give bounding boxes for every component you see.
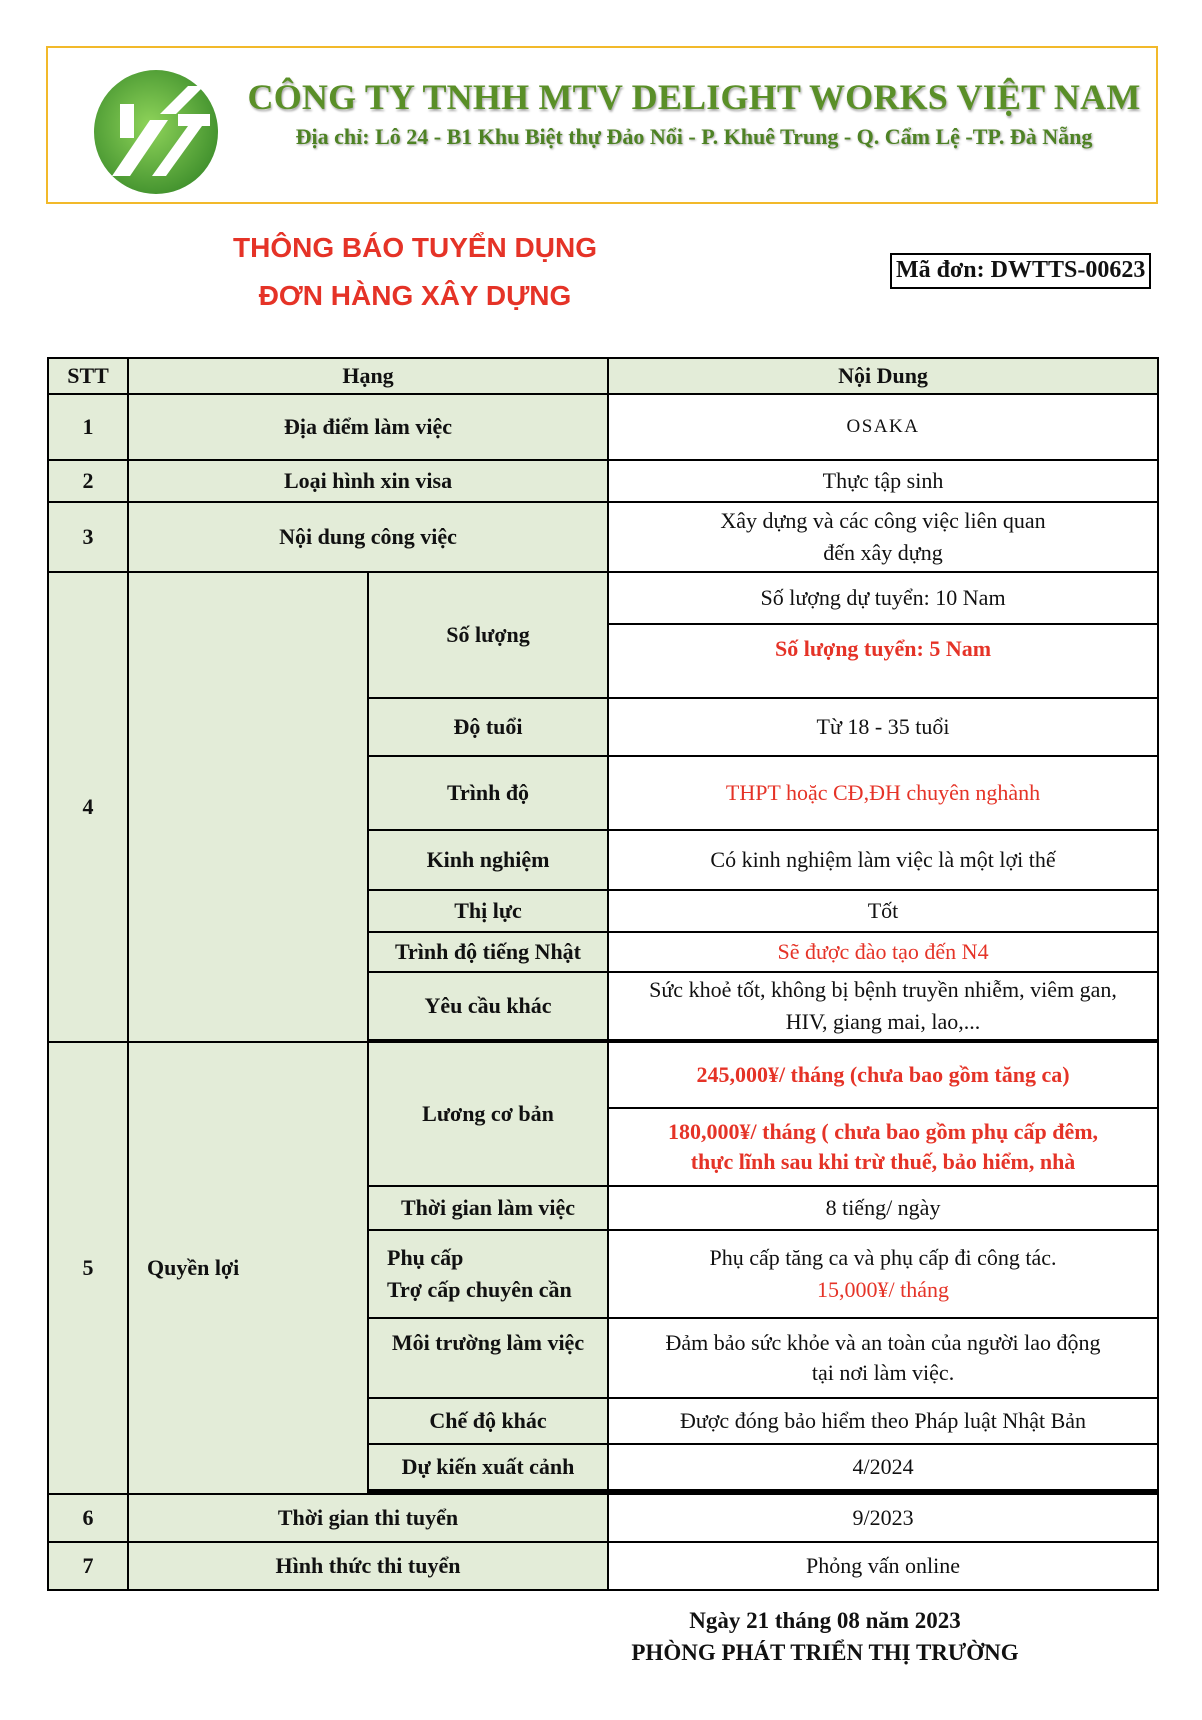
sub-value: 245,000¥/ tháng (chưa bao gồm tăng ca): [608, 1042, 1158, 1108]
sub-value: 4/2024: [608, 1444, 1158, 1490]
signature-date: Ngày 21 tháng 08 năm 2023: [689, 1608, 961, 1633]
sub-label: Độ tuổi: [368, 698, 608, 756]
row-number: 1: [48, 394, 128, 460]
notice-title: THÔNG BÁO TUYỂN DỤNG: [233, 232, 597, 263]
table-header-row: [48, 358, 1158, 394]
header-stt: STT: [48, 358, 128, 394]
company-address: Địa chỉ: Lô 24 - B1 Khu Biệt thự Đảo Nổi - P. Khuê Trung - Q. Cẩm Lệ -TP. Đà Nẵng: [295, 124, 1093, 149]
value-line: Đảm bảo sức khỏe và an toàn của người lao động: [665, 1330, 1101, 1355]
sub-label: Thời gian làm việc: [368, 1186, 608, 1230]
sub-value: THPT hoặc CĐ,ĐH chuyên nghành: [608, 756, 1158, 830]
row-label: Địa điểm làm việc: [128, 394, 608, 460]
sub-value: [608, 1318, 1158, 1398]
row-value: Thực tập sinh: [608, 460, 1158, 502]
sub-value: Được đóng bảo hiểm theo Pháp luật Nhật Bản: [608, 1398, 1158, 1444]
row-label: Nội dung công việc: [128, 502, 608, 572]
row-number: 5: [48, 1042, 128, 1494]
row-number: 7: [48, 1542, 128, 1590]
sub-label: Số lượng: [368, 572, 608, 698]
sub-value: [608, 1230, 1158, 1318]
sub-label: Dự kiến xuất cảnh: [368, 1444, 608, 1490]
value-line: Xây dựng và các công việc liên quan: [720, 508, 1046, 533]
company-name: CÔNG TY TNHH MTV DELIGHT WORKS VIỆT NAM: [247, 77, 1141, 117]
sub-label: Trình độ: [368, 756, 608, 830]
sub-label: [368, 1230, 608, 1318]
sub-label: Thị lực: [368, 890, 608, 932]
recruitment-table: [47, 357, 1159, 1591]
sub-label: Yêu cầu khác: [368, 972, 608, 1040]
value-line: 180,000¥/ tháng ( chưa bao gồm phụ cấp đêm,: [668, 1119, 1099, 1144]
value-line: thực lĩnh sau khi trừ thuế, bảo hiểm, nhà: [690, 1149, 1076, 1174]
table-row: [48, 1542, 1158, 1590]
row-group-label: [128, 572, 368, 1042]
value-line: đến xây dựng: [823, 540, 943, 565]
value-line: 15,000¥/ tháng: [817, 1277, 950, 1302]
sub-value: Tốt: [608, 890, 1158, 932]
sub-label: Môi trường làm việc: [368, 1318, 608, 1398]
table-row: [48, 1042, 1158, 1108]
row-number: 2: [48, 460, 128, 502]
value-line: tại nơi làm việc.: [811, 1360, 955, 1385]
sub-value: Có kinh nghiệm làm việc là một lợi thế: [608, 830, 1158, 890]
row-group-label: Quyền lợi: [128, 1042, 368, 1494]
sub-value: [608, 972, 1158, 1040]
value-line: Phụ cấp tăng ca và phụ cấp đi công tác.: [709, 1245, 1057, 1270]
value-line: Sức khoẻ tốt, không bị bệnh truyền nhiễm, viêm gan,: [649, 977, 1117, 1002]
table-row: [48, 572, 1158, 624]
sub-value: 8 tiếng/ ngày: [608, 1186, 1158, 1230]
row-number: 4: [48, 572, 128, 1042]
order-code: Mã đơn: DWTTS-00623: [890, 253, 1151, 289]
header-category: Hạng: [128, 358, 608, 394]
label-line: Phụ cấp: [387, 1245, 464, 1270]
row-number: 3: [48, 502, 128, 572]
table-row: [48, 502, 1158, 572]
row-value: Phỏng vấn online: [608, 1542, 1158, 1590]
row-value: OSAKA: [608, 394, 1158, 460]
company-header: [46, 46, 1158, 204]
row-value: [608, 502, 1158, 572]
sub-value: Từ 18 - 35 tuổi: [608, 698, 1158, 756]
sub-value: Số lượng tuyển: 5 Nam: [608, 624, 1158, 698]
notice-subtitle: ĐƠN HÀNG XÂY DỰNG: [258, 280, 572, 311]
header-content: Nội Dung: [608, 358, 1158, 394]
table-row: [48, 460, 1158, 502]
row-value: 9/2023: [608, 1494, 1158, 1542]
value-line: HIV, giang mai, lao,...: [785, 1009, 981, 1034]
sub-value: Số lượng dự tuyển: 10 Nam: [608, 572, 1158, 624]
sub-label: Kinh nghiệm: [368, 830, 608, 890]
company-logo-icon: [90, 68, 230, 196]
table-row: [48, 1494, 1158, 1542]
sub-value: [608, 1108, 1158, 1186]
sub-label: Chế độ khác: [368, 1398, 608, 1444]
row-label: Loại hình xin visa: [128, 460, 608, 502]
label-line: Trợ cấp chuyên cần: [387, 1277, 572, 1302]
row-number: 6: [48, 1494, 128, 1542]
row-label: Thời gian thi tuyển: [128, 1494, 608, 1542]
sub-label: Trình độ tiếng Nhật: [368, 932, 608, 972]
signature-department: PHÒNG PHÁT TRIỂN THỊ TRƯỜNG: [631, 1640, 1019, 1665]
sub-value: Sẽ được đào tạo đến N4: [608, 932, 1158, 972]
row-label: Hình thức thi tuyển: [128, 1542, 608, 1590]
sub-label: Lương cơ bản: [368, 1042, 608, 1186]
table-row: [48, 394, 1158, 460]
